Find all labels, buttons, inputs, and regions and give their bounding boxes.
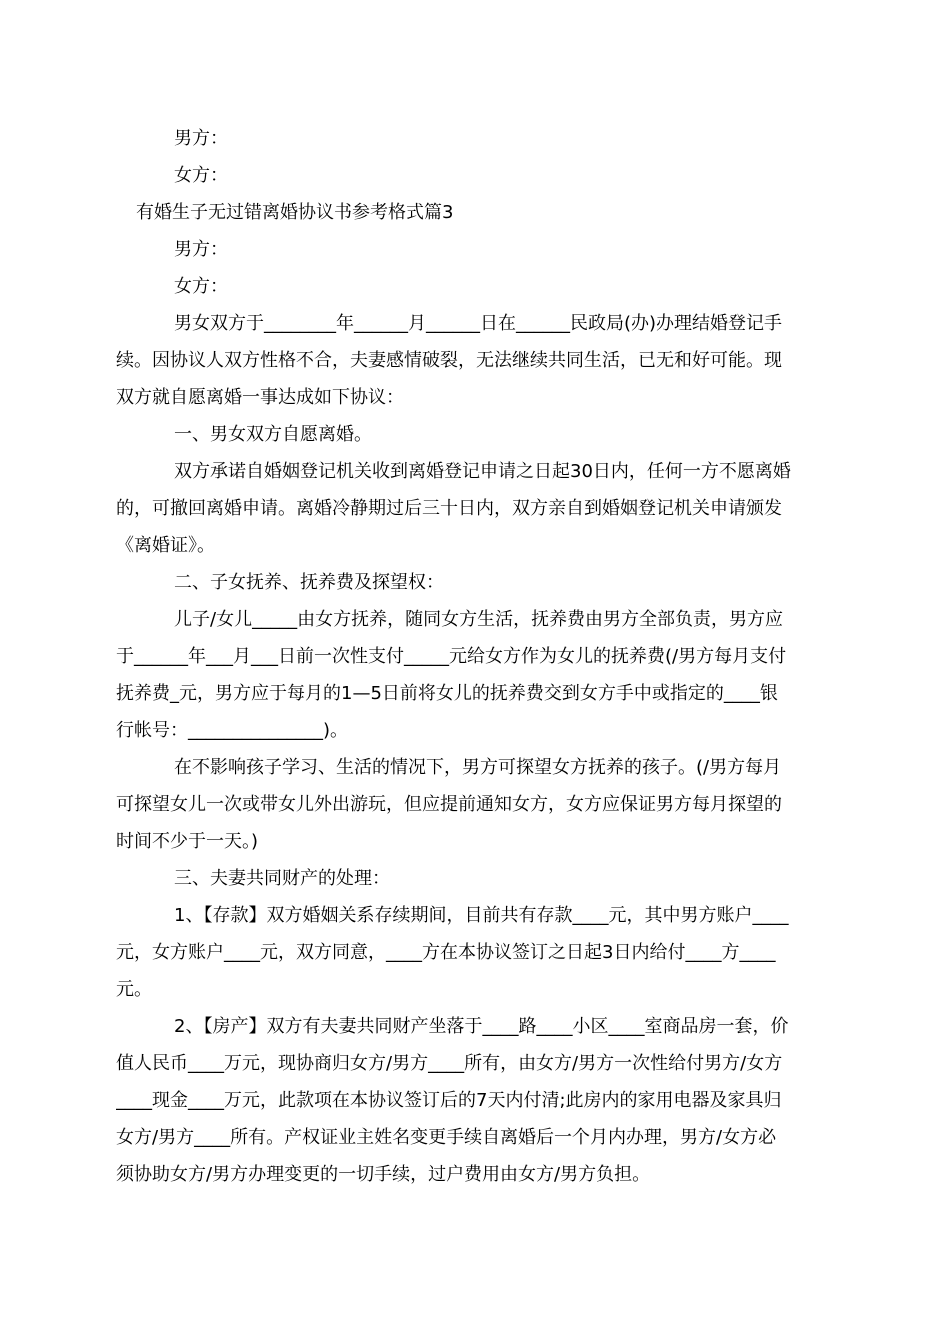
paragraph-line: 的，可撤回离婚申请。离婚冷静期过后三十日内，双方亲自到婚姻登记机关申请颁发 [116, 498, 782, 519]
paragraph-line: 元。 [116, 979, 152, 1000]
paragraph-line: ____现金____万元，此款项在本协议签订后的7天内付清;此房内的家用电器及家具归 [116, 1090, 782, 1111]
paragraph-line: 双方就自愿离婚一事达成如下协议： [116, 387, 404, 408]
paragraph-savings [116, 897, 836, 1008]
paragraph-line: 须协助女方/男方办理变更的一切手续，过户费用由女方/男方负担。 [116, 1164, 651, 1185]
paragraph-line: 于______年___月___日前一次性支付_____元给女方作为女儿的抚养费(/男方每月支付 [116, 646, 787, 667]
paragraph-line: 一、男女双方自愿离婚。 [174, 424, 372, 445]
paragraph-line: 续。因协议人双方性格不合，夫妻感情破裂，无法继续共同生活，已无和好可能。现 [116, 350, 782, 371]
clause-heading-3 [116, 860, 836, 897]
paragraph-line: 抚养费_元，男方应于每月的1—5日前将女儿的抚养费交到女方手中或指定的____银 [116, 683, 778, 704]
paragraph-real-estate [116, 1008, 836, 1193]
party-female-label: 女方： [174, 165, 228, 186]
paragraph-marriage-registration [116, 305, 836, 416]
paragraph-line: 行帐号：_______________)。 [116, 720, 349, 741]
paragraph-line: 值人民币____万元，现协商归女方/男方____所有，由女方/男方一次性给付男方/女方 [116, 1053, 783, 1074]
paragraph-line: 《离婚证》。 [116, 535, 215, 556]
paragraph-line: 三、夫妻共同财产的处理： [174, 868, 390, 889]
paragraph-line: 儿子/女儿_____由女方抚养，随同女方生活，抚养费由男方全部负责，男方应 [174, 609, 784, 630]
paragraph-line: 女方/男方____所有。产权证业主姓名变更手续自离婚后一个月内办理，男方/女方必 [116, 1127, 777, 1148]
party-female-label: 女方： [174, 276, 228, 297]
paragraph-line: 1、【存款】双方婚姻关系存续期间，目前共有存款____元，其中男方账户____ [174, 905, 789, 926]
paragraph-cooling-period [116, 453, 836, 564]
paragraph-line: 双方承诺自婚姻登记机关收到离婚登记申请之日起30日内，任何一方不愿离婚 [174, 461, 791, 482]
party-male-label: 男方： [174, 239, 228, 260]
paragraph-child-support [116, 601, 836, 749]
paragraph-line: 可探望女儿一次或带女儿外出游玩，但应提前通知女方，女方应保证男方每月探望的 [116, 794, 782, 815]
paragraph-line: 元，女方账户____元，双方同意，____方在本协议签订之日起3日内给付____方____ [116, 942, 776, 963]
document-body [116, 120, 836, 1193]
paragraph-line: 男女双方于________年______月______日在______民政局(办)办理结婚登记手 [174, 313, 783, 334]
section-title: 有婚生子无过错离婚协议书参考格式篇3 [136, 202, 454, 223]
paragraph-line: 在不影响孩子学习、生活的情况下，男方可探望女方抚养的孩子。(/男方每月 [174, 757, 782, 778]
paragraph-visitation [116, 749, 836, 860]
paragraph-line: 二、子女抚养、抚养费及探望权： [174, 572, 444, 593]
party-male-label: 男方： [174, 128, 228, 149]
clause-heading-2 [116, 564, 836, 601]
paragraph-line: 时间不少于一天。) [116, 831, 259, 852]
paragraph-line: 2、【房产】双方有夫妻共同财产坐落于____路____小区____室商品房一套，价 [174, 1016, 789, 1037]
clause-heading-1 [116, 416, 836, 453]
